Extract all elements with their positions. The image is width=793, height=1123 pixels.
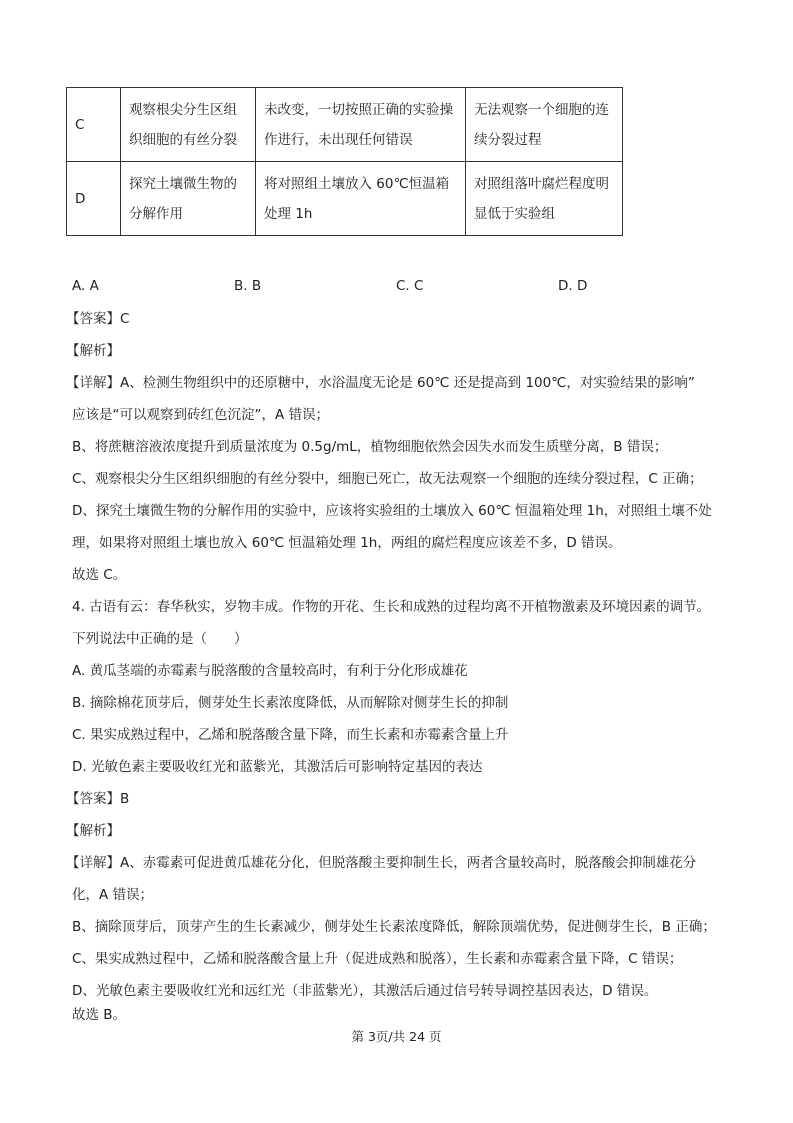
analysis-line: 理，如果将对照组土壤也放入 60℃ 恒温箱处理 1h，两组的腐烂程度应该差不多，D 错误。 — [72, 535, 622, 551]
experiment-cell: 探究土壤微生物的 分解作用 — [121, 162, 256, 236]
analysis-line: 【详解】A、检测生物组织中的还原糖中，水浴温度无论是 60℃ 还是提高到 100℃，对实验结果的影响” — [66, 375, 695, 391]
table-row — [67, 88, 623, 162]
analysis-label: 【解析】 — [66, 343, 120, 359]
result-cell: 无法观察一个细胞的连 续分裂过程 — [466, 88, 623, 162]
option-a: A. 黄瓜茎端的赤霉素与脱落酸的含量较高时，有利于分化形成雄花 — [72, 663, 468, 679]
choice-a: A. A — [72, 278, 99, 294]
answer-label: 【答案】C — [66, 311, 130, 327]
operation-cell: 将对照组土壤放入 60℃恒温箱 处理 1h — [256, 162, 466, 236]
analysis-line: 化，A 错误； — [72, 887, 154, 903]
option-c: C. 果实成熟过程中，乙烯和脱落酸含量下降，而生长素和赤霉素含量上升 — [72, 727, 509, 743]
analysis-line: D、探究土壤微生物的分解作用的实验中，应该将实验组的土壤放入 60℃ 恒温箱处理 1h，对照组土壤不处 — [72, 503, 712, 519]
option-d: D. 光敏色素主要吸收红光和蓝紫光，其激活后可影响特定基因的表达 — [72, 759, 483, 775]
operation-cell: 未改变，一切按照正确的实验操 作进行，未出现任何错误 — [256, 88, 466, 162]
question-stem: 4. 古语有云：春华秋实，岁物丰成。作物的开花、生长和成熟的过程均离不开植物激素及环境因素的调节。 — [72, 599, 711, 615]
table-row — [67, 162, 623, 236]
choice-d: D. D — [558, 278, 588, 294]
choice-b: B. B — [234, 278, 262, 294]
analysis-line: 【详解】A、赤霉素可促进黄瓜雄花分化，但脱落酸主要抑制生长，两者含量较高时，脱落酸会抑制雄花分 — [66, 855, 697, 871]
result-cell: 对照组落叶腐烂程度明 显低于实验组 — [466, 162, 623, 236]
analysis-line: 故选 B。 — [72, 1007, 127, 1023]
analysis-line: 故选 C。 — [72, 567, 127, 583]
option-b: B. 摘除棉花顶芽后，侧芽处生长素浓度降低，从而解除对侧芽生长的抑制 — [72, 695, 509, 711]
analysis-line: C、果实成熟过程中，乙烯和脱落酸含量上升（促进成熟和脱落），生长素和赤霉素含量下降，C 错误； — [72, 951, 683, 967]
experiment-table — [66, 87, 623, 236]
answer-label: 【答案】B — [66, 791, 130, 807]
analysis-line: D、光敏色素主要吸收红光和远红光（非蓝紫光），其激活后通过信号转导调控基因表达，D 错误。 — [72, 983, 658, 999]
analysis-line: C、观察根尖分生区组织细胞的有丝分裂中，细胞已死亡，故无法观察一个细胞的连续分裂过程，C 正确； — [72, 471, 703, 487]
page-footer: 第 3页/共 24 页 — [351, 1029, 442, 1044]
analysis-line: 应该是“可以观察到砖红色沉淀”，A 错误； — [72, 407, 330, 423]
option-cell: D — [67, 162, 121, 236]
option-cell: C — [67, 88, 121, 162]
question-stem: 下列说法中正确的是（ ） — [72, 631, 248, 647]
analysis-line: B、摘除顶芽后，顶芽产生的生长素减少，侧芽处生长素浓度降低，解除顶端优势，促进侧芽生长，B 正确； — [72, 919, 716, 935]
analysis-line: B、将蔗糖溶液浓度提升到质量浓度为 0.5g/mL，植物细胞依然会因失水而发生质壁分离，B 错误； — [72, 439, 668, 455]
analysis-label: 【解析】 — [66, 823, 120, 839]
choice-c: C. C — [396, 278, 424, 294]
experiment-cell: 观察根尖分生区组 织细胞的有丝分裂 — [121, 88, 256, 162]
